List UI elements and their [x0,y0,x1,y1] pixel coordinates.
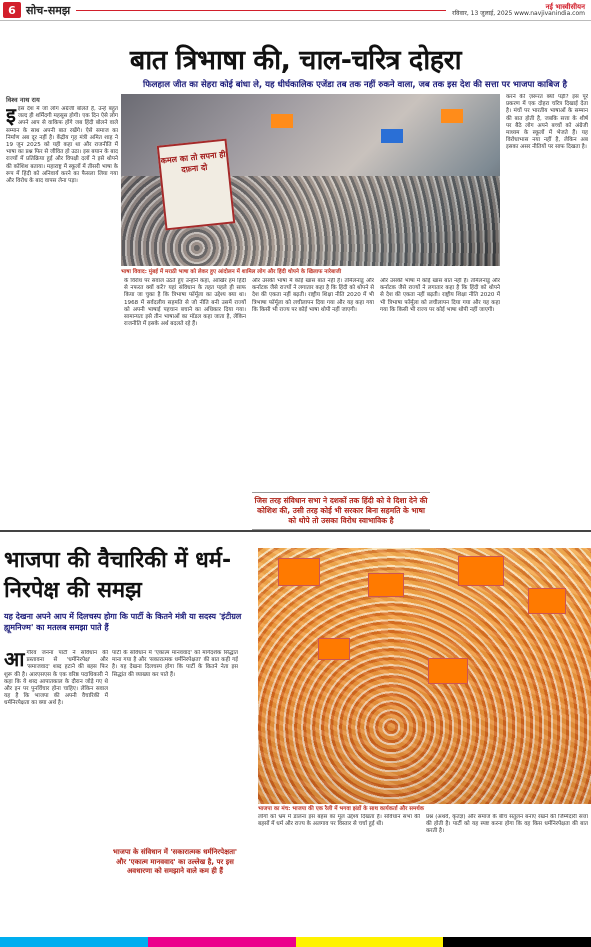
section-divider [0,530,591,532]
article1-subhead: फिलहाल जीत का सेहरा कोई बांधा ले, यह धीर्घकालिक एजेंडा तब तक नहीं रुकने वाला, जब तक इस देश की सत्ता पर भाजपा काबिज है [143,80,567,90]
flag-icon [381,129,403,143]
section-title: सोच-समझ [26,3,71,17]
article1-column-2: के विरोध पर सवाल उठते हुए उन्होंने कहा, आखिर हम हिंदी से नफरत क्यों करें? यहां संविधान के तहत पहले ही साफ किया जा चुका है कि त्रिभाषा फॉर्मूला का उद्देश्य क्या था। 1968 में सर्वदलीय सहमति से जो नीति बनी उसमें राज्यों को अपनी भाषाई पहचान बचाने का अधिकार दिया गया। सामान्यतः इसे तीन भाषाओं का मॉडल कहा जाता है, लेकिन राजनीति में इसके अर्थ बदलते रहे हैं। [124,278,246,328]
flag-icon [458,556,504,586]
article1-headline: बात त्रिभाषा की, चाल-चरित्र दोहरा [129,45,462,76]
article1-column-3: और उसकी भाषा में कोई खास बात नहीं है। तमिलनाडु और कर्नाटक जैसे राज्यों ने लगातार कहा है कि हिंदी को थोपने से देश की एकता नहीं बढ़ती। राष्ट्रीय शिक्षा नीति 2020 में भी त्रिभाषा फॉर्मूला को लचीलापन दिया गया और यह कहा गया कि किसी भी राज्य पर कोई भाषा थोपी नहीं जाएगी। [252,278,374,313]
rally-crowd-image [258,548,591,804]
article2-pull-quote: भाजपा के संविधान में 'सकारात्मक धर्मनिरपेक्षता' और 'एकात्म मानववाद' का उल्लेख है, पर इस अवधारणा को समझाने वाले कम ही हैं [112,848,238,875]
article1-column-4: करने की ज़रूरत क्यों पड़ी? इस पूरे प्रकरण में एक दोहरा चरित्र दिखाई देता है। मंचों पर भारतीय भाषाओं के सम्मान की बात होती है, जबकि सत्ता के शीर्ष पर बैठे लोग अपने बच्चों को अंग्रेजी माध्यम के स्कूलों में भेजते हैं। यह विरोधाभास नया नहीं है, लेकिन अब इसका असर नीतियों पर साफ दिखता है। [506,94,588,151]
article1-pull-quote: जिस तरह संविधान सभा ने दशकों तक हिंदी को वे दिशा देने की कोशिश की, उसी तरह कोई भी सरकार बिना सहमति के भाषा को थोपे तो उसका विरोध स्वाभाविक है [252,492,430,530]
article2-column-2: पार्टी के संविधान में 'एकात्म मानववाद' को मार्गदर्शक सिद्धांत माना गया है और 'सकारात्मक धर्मनिरपेक्षता' की बात कही गई है। यह देखना दिलचस्प होगा कि पार्टी के कितने नेता इस सिद्धांत की व्याख्या कर पाते हैं। [112,650,238,678]
flag-icon [441,109,463,123]
article1-column-1 [6,106,118,526]
article2-headline: भाजपा की वैचारिकी में धर्म-निरपेक्ष की समझ [4,548,232,603]
flag-icon [318,638,350,660]
flag-icon [271,114,293,128]
masthead-title: नई भास्वीसीयन [545,2,585,11]
article2-caption: भाजपा का मंच: भाजपा की एक रैली में भगवा झंडों के साथ कार्यकर्ता और समर्थक [258,806,424,812]
article2-photo [258,548,591,804]
page-header [0,0,591,21]
dropcap: इ [6,106,16,127]
article1-caption: भाषा विवाद: मुंबई में मराठी भाषा को लेकर हुए आंदोलन में शामिल लोग और हिंदी थोपने के खिलाफ नारेबाजी [121,266,500,275]
article2-column-3: लोगों को भ्रम में डालना इस बहस का मूल उद्देश्य दिखता है। संविधान सभा की बहसों में धर्म और राज्य के अलगाव पर विस्तार से चर्चा हुई थी। [258,814,420,828]
masthead [452,4,585,17]
color-registration-bar [0,937,591,947]
article2-column-1-text: गौरव जनना पार्टी ने संविधान की प्रस्तावना से 'धर्मनिरपेक्ष' और 'समाजवाद' शब्द हटाने की बहस फिर शुरू की है। आरएसएस के एक वरिष्ठ पदाधिकारी ने कहा कि ये शब्द आपातकाल के दौरान जोड़े गए थे और इन पर पुनर्विचार होना चाहिए। लेकिन सवाल यह है कि भाजपा की अपनी वैचारिकी में धर्मनिरपेक्षता का क्या अर्थ है। [4,650,108,707]
date-line: रविवार, 13 जुलाई, 2025 www.navjivanindia.com [452,9,585,17]
article2-column-4: प्रश्न (अथर्व, कृतज्ञ) और समाज के बीच संतुलन बनाए रखने की जिम्मेदारी सत्ता की होती है। पार्टी को यह स्पष्ट करना होगा कि वह किस धर्मनिरपेक्षता की बात करती है। [426,814,588,835]
protest-placard: कमल का तो सपना ही दफ़ना दो [157,139,236,231]
article2-subhead: यह देखना अपने आप में दिलचस्प होगा कि पार्टी के कितने मंत्री या सदस्य 'इंटीग्रल ह्यूमनिज्म' का मतलब समझा पाते हैं [4,612,242,632]
page-number: 6 [3,2,21,18]
flag-icon [428,658,468,684]
article1-byline: विश्व नाथ राय [6,96,40,104]
article1-column-3b: और उसकी भाषा में कोई खास बात नहीं है। तमिलनाडु और कर्नाटक जैसे राज्यों ने लगातार कहा है कि हिंदी को थोपने से देश की एकता नहीं बढ़ती। राष्ट्रीय शिक्षा नीति 2020 में भी त्रिभाषा फॉर्मूला को लचीलापन दिया गया और यह कहा गया कि किसी भी राज्य पर कोई भाषा थोपी नहीं जाएगी। [380,278,500,313]
header-rule [76,10,446,11]
flag-icon [278,558,320,586]
flag-icon [368,573,404,597]
dropcap: आ [4,650,25,671]
flag-icon [528,588,566,614]
article1-photo [121,94,500,266]
article1-column-1-text: इस देश में जो लोग अंग्रेजी बोलते हैं, उन्हें बहुत जल्द ही शर्मिंदगी महसूस होगी। एक दिन ऐसे लोग अपने आप से वाकिफ होंगे जब हिंदी बोलने वाले सम्मान के साथ अपनी बात रखेंगे। ऐसे समाज का निर्माण अब दूर नहीं है। केंद्रीय गृह मंत्री अमित शाह ने 19 जून 2025 को यही कहा था और राजनीति में भाषा का प्रश्न फिर से जीवित हो उठा। इस बयान के बाद राज्यों में प्रतिक्रिया हुई और विपक्षी दलों ने इसे थोपने की कोशिश बताया। महाराष्ट्र में स्कूलों में तीसरी भाषा के रूप में हिंदी को अनिवार्य करने का फैसला लिया गया और विरोध के बाद वापस लेना पड़ा। [6,106,118,185]
article2-column-1 [4,650,108,934]
